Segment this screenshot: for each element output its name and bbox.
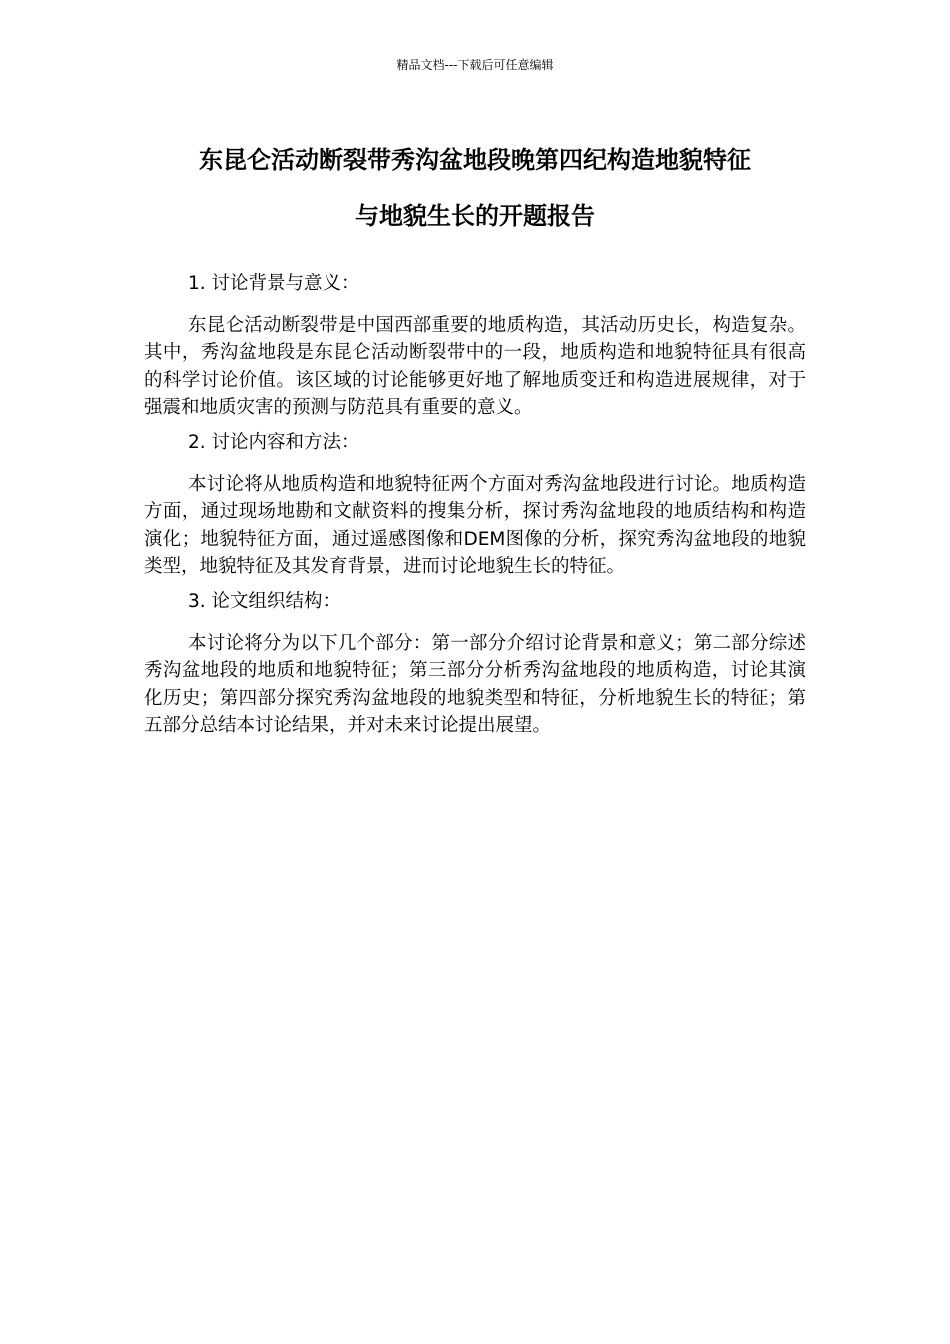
section-structure xyxy=(144,588,806,739)
document-title-line-2: 与地貌生长的开题报告 xyxy=(355,202,595,230)
section-heading: 1. 讨论背景与意义： xyxy=(188,273,360,294)
document-body xyxy=(144,270,806,747)
document-title xyxy=(100,132,850,244)
section-heading: 3. 论文组织结构： xyxy=(188,591,342,613)
section-paragraph: 本讨论将分为以下几个部分：第一部分介绍讨论背景和意义；第二部分综述秀沟盆地段的地质和地貌特征；第三部分分析秀沟盆地段的地质构造，讨论其演化历史；第四部分探究秀沟盆地段的地貌类型和特征，分析地貌生长的特征；第五部分总结本讨论结果，并对未来讨论提出展望。 xyxy=(144,633,806,736)
section-paragraph: 本讨论将从地质构造和地貌特征两个方面对秀沟盆地段进行讨论。地质构造方面，通过现场地勘和文献资料的搜集分析，探讨秀沟盆地段的地质结构和构造演化；地貌特征方面，通过遥感图像和DEM图像的分析，探究秀沟盆地段的地貌类型，地貌特征及其发育背景，进而讨论地貌生长的特征。 xyxy=(144,474,806,577)
document-title-line-1: 东昆仑活动断裂带秀沟盆地段晚第四纪构造地貌特征 xyxy=(199,146,751,174)
section-heading: 2. 讨论内容和方法： xyxy=(188,432,360,454)
section-content-methods xyxy=(144,429,806,580)
section-background xyxy=(144,270,806,421)
section-paragraph: 东昆仑活动断裂带是中国西部重要的地质构造，其活动历史长，构造复杂。其中，秀沟盆地段是东昆仑活动断裂带中的一段，地质构造和地貌特征具有很高的科学讨论价值。该区域的讨论能够更好地了解地质变迁和构造进展规律，对于强震和地质灾害的预测与防范具有重要的意义。 xyxy=(144,315,806,418)
page-header-watermark: 精品文档---下载后可任意编辑 xyxy=(396,58,554,72)
